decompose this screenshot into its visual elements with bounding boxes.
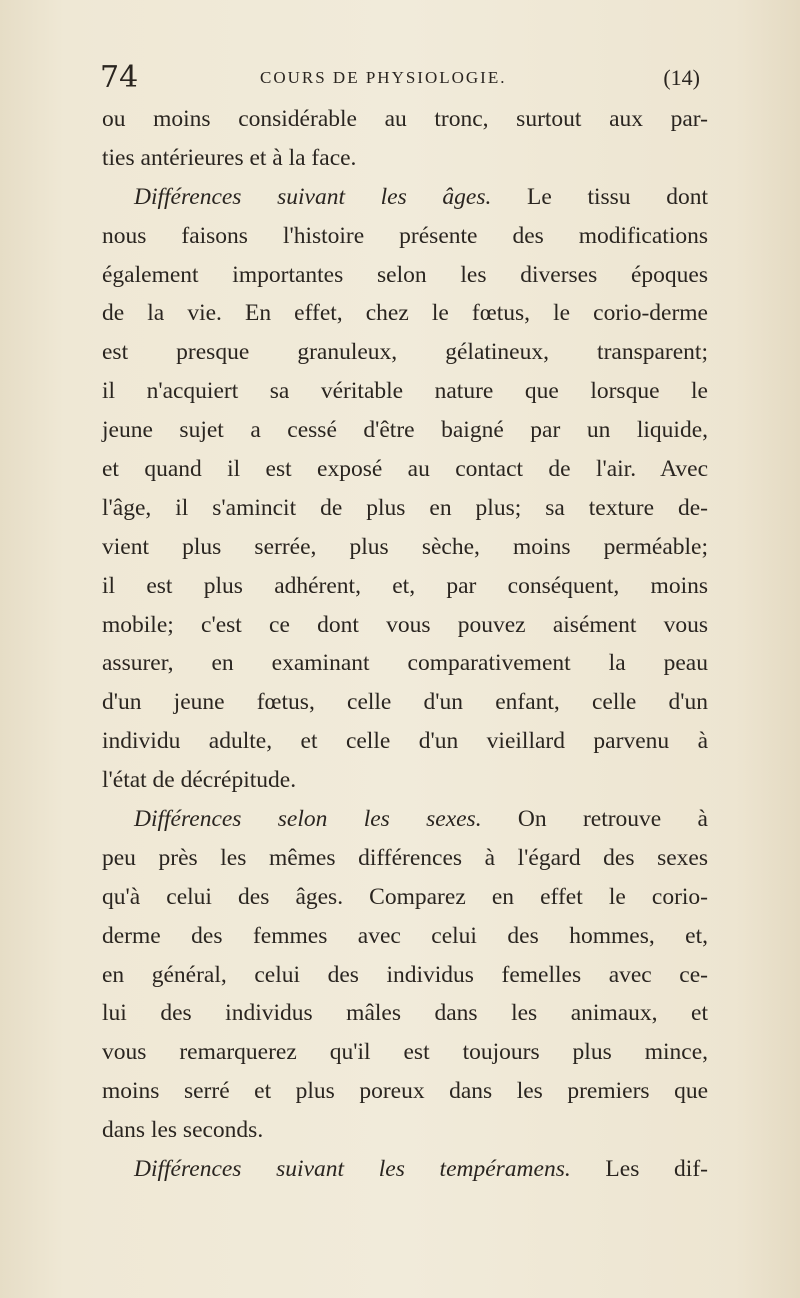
page-number: 74 <box>100 60 139 95</box>
text-line: peu près les mêmes différences à l'égard des sexes <box>102 844 708 871</box>
text-line: il n'acquiert sa véritable nature que lorsque le <box>102 378 708 405</box>
text-line: mobile; c'est ce dont vous pouvez aisément vous <box>102 611 708 638</box>
text-line: également importantes selon les diverses époques <box>102 261 708 288</box>
text-line: assurer, en examinant comparativement la peau <box>102 650 708 677</box>
text-line: ou moins considérable au tronc, surtout aux par- <box>102 106 708 132</box>
text-line: qu'à celui des âges. Comparez en effet le corio- <box>102 883 708 910</box>
text-line: et quand il est exposé au contact de l'air. Avec <box>102 456 708 483</box>
text-line: l'âge, il s'amincit de plus en plus; sa texture de- <box>102 494 708 521</box>
running-title: COURS DE PHYSIOLOGIE. <box>260 68 507 87</box>
section-heading-line: Différences selon les sexes. On retrouve à <box>134 806 708 833</box>
text-line: vous remarquerez qu'il est toujours plus mince, <box>102 1039 708 1066</box>
text-line: il est plus adhérent, et, par conséquent, moins <box>102 572 708 599</box>
text-line: ties antérieures et à la face. <box>102 144 357 171</box>
page-header <box>100 56 700 100</box>
body-text <box>102 100 708 1189</box>
text-line: lui des individus mâles dans les animaux, et <box>102 1000 708 1027</box>
text-line: individu adulte, et celle d'un vieillard parvenu à <box>102 728 708 755</box>
section-heading: Différences suivant les tempéramens. <box>134 1156 571 1183</box>
text-line: de la vie. En effet, chez le fœtus, le corio-derme <box>102 300 708 327</box>
text-line: vient plus serrée, plus sèche, moins perméable; <box>102 533 708 560</box>
text-line: jeune sujet a cessé d'être baigné par un liquide, <box>102 417 708 444</box>
section-mark: (14) <box>663 65 700 90</box>
section-heading-line: Différences suivant les tempéramens. Les dif- <box>134 1156 708 1183</box>
text-line: derme des femmes avec celui des hommes, et, <box>102 922 708 949</box>
section-heading: Différences selon les sexes. <box>134 806 482 833</box>
text-line: l'état de décrépitude. <box>102 767 297 794</box>
text-line: dans les seconds. <box>102 1117 264 1144</box>
section-heading-line: Différences suivant les âges. Le tissu dont <box>134 183 708 210</box>
text-line: en général, celui des individus femelles avec ce- <box>102 961 708 988</box>
text-line: est presque granuleux, gélatineux, transparent; <box>102 339 708 366</box>
text-line: nous faisons l'histoire présente des modifications <box>102 222 708 249</box>
section-heading: Différences suivant les âges. <box>134 183 492 210</box>
text-line: d'un jeune fœtus, celle d'un enfant, celle d'un <box>102 689 708 716</box>
text-line: moins serré et plus poreux dans les premiers que <box>102 1078 708 1105</box>
